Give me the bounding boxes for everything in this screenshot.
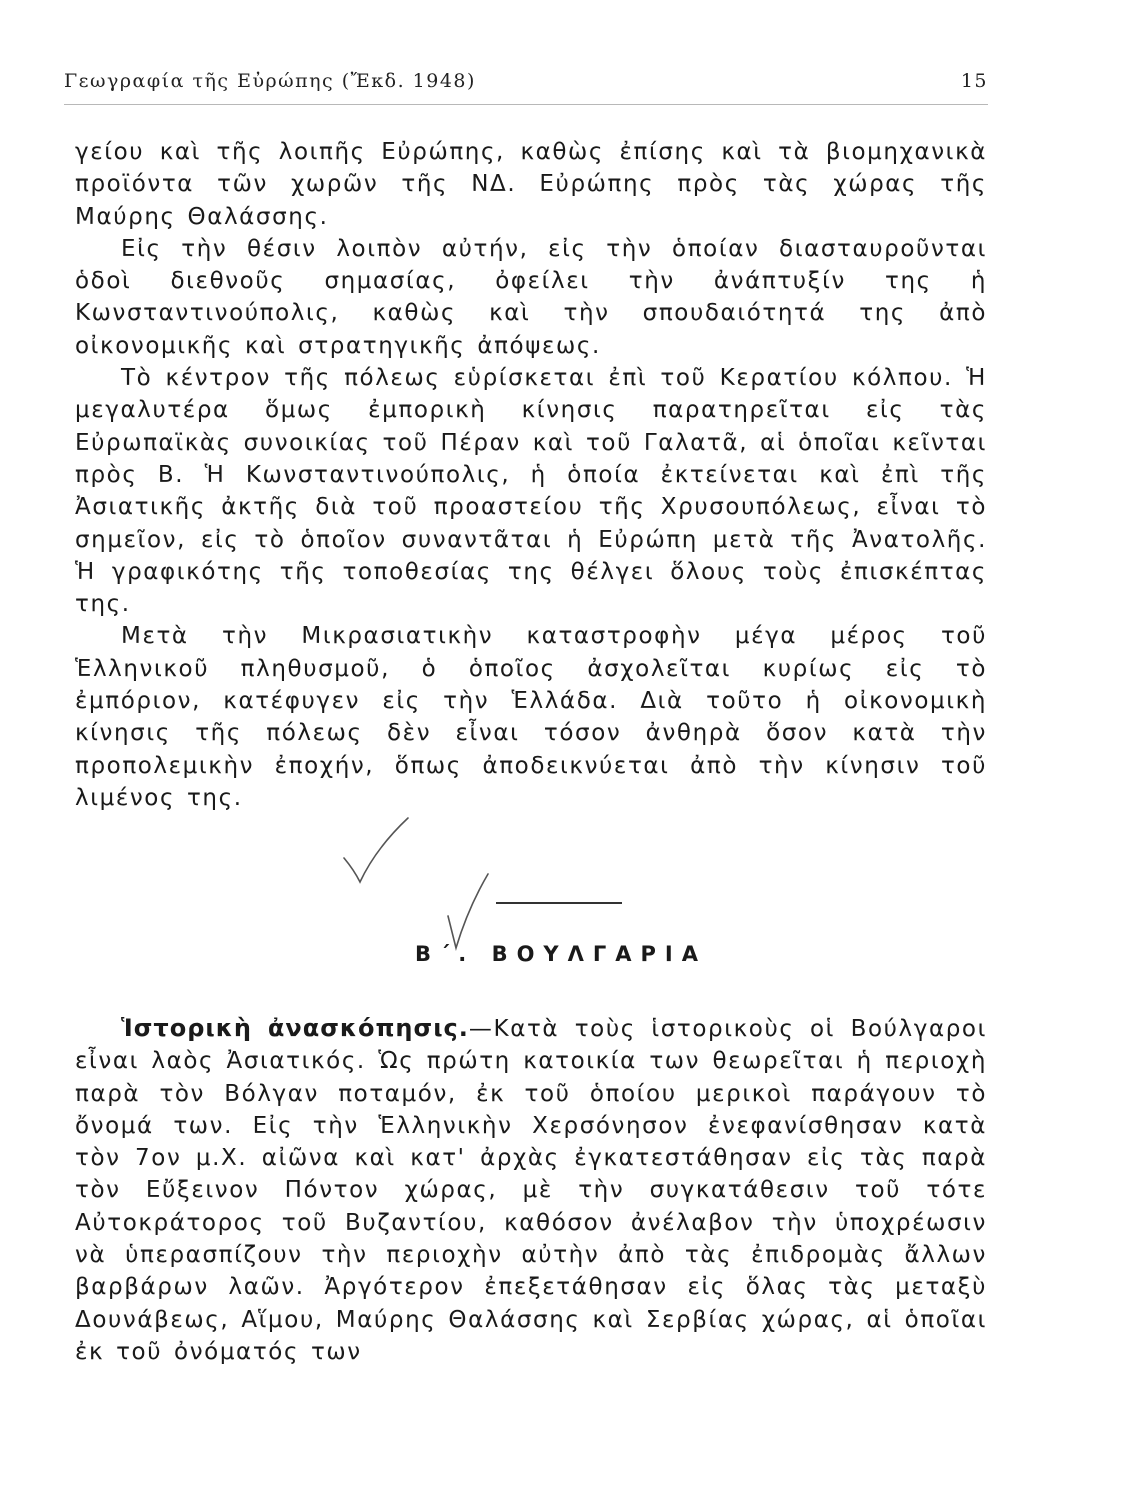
page-number: 15 (960, 70, 988, 92)
header-rule (64, 104, 988, 105)
paragraph: Μετὰ τὴν Μικρασιατικὴν καταστροφὴν μέγα μέρος τοῦ Ἑλληνικοῦ πληθυσμοῦ, ὁ ὁποῖος ἀσχολεῖται κυρίως εἰς τὸ ἐμπόριον, κατέφυγεν εἰς τὴν Ἑλλάδα. Διὰ τοῦτο ἡ οἰκονομικὴ κίνησις τῆς πόλεως δὲν εἶναι τόσον ἀνθηρὰ ὅσον κατὰ τὴν προπολεμικὴν ἐποχήν, ὅπως ἀποδεικνύεται ἀπὸ τὴν κίνησιν τοῦ λιμένος της. (75, 623, 987, 811)
paragraph: γείου καὶ τῆς λοιπῆς Εὐρώπης, καθὼς ἐπίσης καὶ τὰ βιομηχανικὰ προϊόντα τῶν χωρῶν τῆς ΝΔ. Εὐρώπης πρὸς τὰς χώρας τῆς Μαύρης Θαλάσσης. (75, 139, 987, 230)
section-title: Β΄. ΒΟΥΛΓΑΡΙΑ (415, 942, 707, 966)
paragraph: Τὸ κέντρον τῆς πόλεως εὑρίσκεται ἐπὶ τοῦ Κερατίου κόλπου. Ἡ μεγαλυτέρα ὅμως ἐμπορικὴ κίνησις παρατηρεῖται εἰς τὰς Εὐρωπαϊκὰς συνοικίας τοῦ Πέραν καὶ τοῦ Γαλατᾶ, αἱ ὁποῖαι κεῖνται πρὸς Β. Ἡ Κωνσταντινούπολις, ἡ ὁποία ἐκτείνεται καὶ ἐπὶ τῆς Ἀσιατικῆς ἀκτῆς διὰ τοῦ προαστείου τῆς Χρυσουπόλεως, εἶναι τὸ σημεῖον, εἰς τὸ ὁποῖον συναντᾶται ἡ Εὐρώπη μετὰ τῆς Ἀνατολῆς. Ἡ γραφικότης τῆς τοποθεσίας της θέλγει ὅλους τοὺς ἐπισκέπτας της. (75, 365, 987, 618)
main-text (75, 136, 987, 814)
lead-heading: Ἱστορικὴ ἀνασκόπησις. (121, 1014, 469, 1042)
section-paragraph-text: —Κατὰ τοὺς ἱστορικοὺς οἱ Βούλγαροι εἶναι λαὸς Ἀσιατικός. Ὡς πρώτη κατοικία των θεωρεῖται ἡ περιοχὴ παρὰ τὸν Βόλγαν ποταμόν, ἐκ τοῦ ὁποίου μερικοὶ παράγουν τὸ ὄνομά των. Εἰς τὴν Ἑλληνικὴν Χερσόνησον ἐνεφανίσθησαν κατὰ τὸν 7ον μ.Χ. αἰῶνα καὶ κατ' ἀρχὰς ἐγκατεστάθησαν εἰς τὰς παρὰ τὸν Εὔξεινον Πόντον χώρας, μὲ τὴν συγκατάθεσιν τοῦ τότε Αὐτοκράτορος τοῦ Βυζαντίου, καθόσον ἀνέλαβον τὴν ὑποχρέωσιν νὰ ὑπερασπίζουν τὴν περιοχὴν αὐτὴν ἀπὸ τὰς ἐπιδρομὰς ἄλλων βαρβάρων λαῶν. Ἀργότερον ἐπεξετάθησαν εἰς ὅλας τὰς μεταξὺ Δουνάβεως, Αἵμου, Μαύρης Θαλάσσης καὶ Σερβίας χώρας, αἱ ὁποῖαι ἐκ τοῦ ὀνόματός των (75, 1016, 987, 1365)
checkmark-icon (336, 808, 416, 888)
section-paragraph (75, 1012, 987, 1368)
section-body (75, 1012, 987, 1368)
section-separator (496, 902, 622, 904)
page-header (64, 70, 988, 92)
paragraph: Εἰς τὴν θέσιν λοιπὸν αὐτήν, εἰς τὴν ὁποίαν διασταυροῦνται ὁδοὶ διεθνοῦς σημασίας, ὀφείλει τὴν ἀνάπτυξίν της ἡ Κωνσταντινούπολις, καθὼς καὶ τὴν σπουδαιότητά της ἀπὸ οἰκονομικῆς καὶ στρατηγικῆς ἀπόψεως. (75, 235, 987, 359)
running-title: Γεωγραφία τῆς Εὐρώπης (Ἔκδ. 1948) (64, 70, 476, 92)
